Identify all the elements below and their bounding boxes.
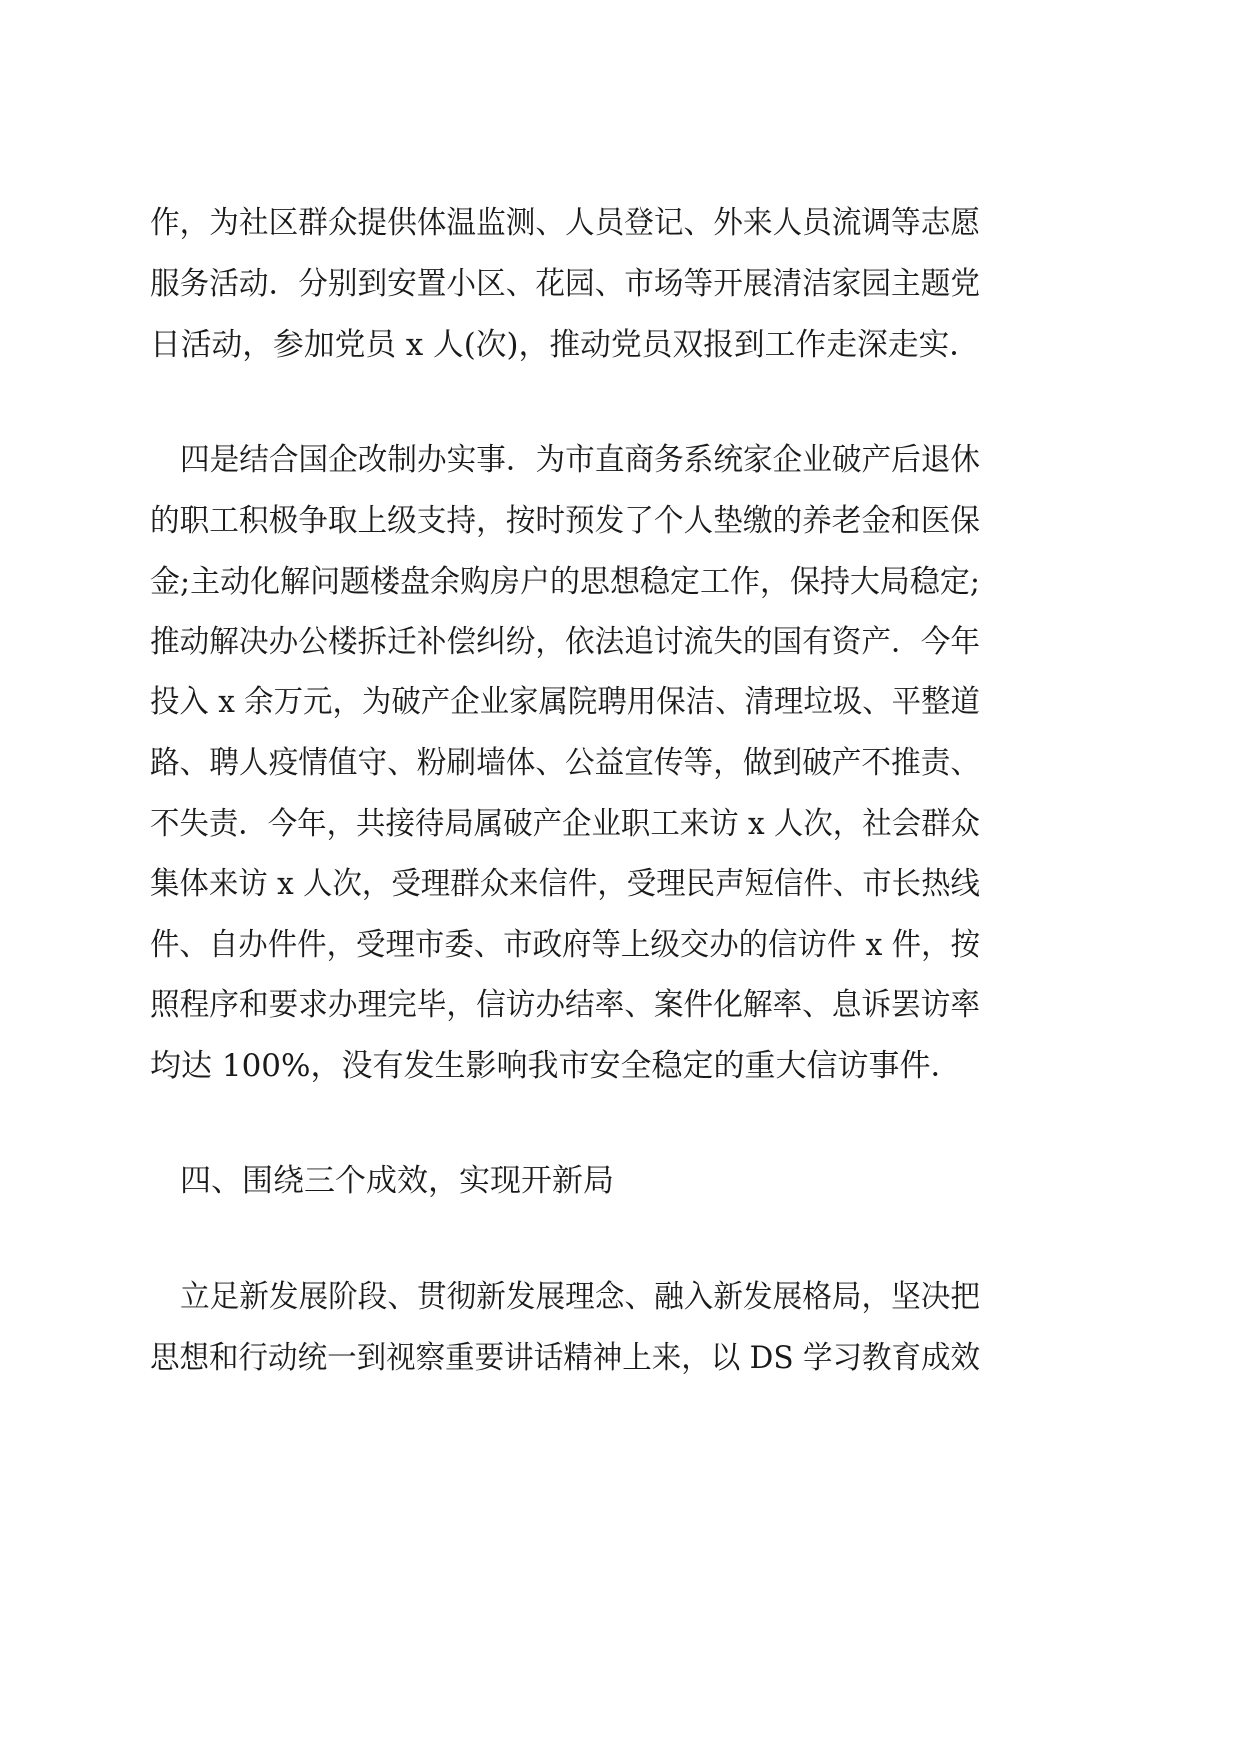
text-line: 件、自办件件，受理市委、市政府等上级交办的信访件 x 件，按 [150,927,980,963]
text-line: 日活动，参加党员 x 人(次)，推动党员双报到工作走深走实． [150,327,981,363]
text-line: 均达 100%，没有发生影响我市安全稳定的重大信访事件． [150,1048,962,1084]
text-line: 照程序和要求办理完毕，信访办结率、案件化解率、息诉罢访率 [150,987,980,1023]
text-line: 金;主动化解问题楼盘余购房户的思想稳定工作，保持大局稳定; [150,564,981,600]
section-heading: 四、围绕三个成效，实现开新局 [180,1163,614,1199]
text-line: 思想和行动统一到视察重要讲话精神上来，以 DS 学习教育成效 [150,1340,981,1376]
text-line: 路、聘人疫情值守、粉刷墙体、公益宣传等，做到破产不推责、 [150,745,980,781]
text-line: 作，为社区群众提供体温监测、人员登记、外来人员流调等志愿 [150,205,980,241]
text-line: 不失责．今年，共接待局属破产企业职工来访 x 人次，社会群众 [150,806,980,842]
text-line: 的职工积极争取上级支持，按时预发了个人垫缴的养老金和医保 [150,503,980,539]
text-line: 服务活动．分别到安置小区、花园、市场等开展清洁家园主题党 [150,266,980,302]
text-line: 四是结合国企改制办实事．为市直商务系统家企业破产后退休 [180,442,981,478]
text-line: 推动解决办公楼拆迁补偿纠纷，依法追讨流失的国有资产．今年 [150,624,980,660]
text-line: 集体来访 x 人次，受理群众来信件，受理民声短信件、市长热线 [150,866,980,902]
text-line: 立足新发展阶段、贯彻新发展理念、融入新发展格局，坚决把 [180,1279,981,1315]
text-line: 投入 x 余万元，为破产企业家属院聘用保洁、清理垃圾、平整道 [150,684,980,720]
